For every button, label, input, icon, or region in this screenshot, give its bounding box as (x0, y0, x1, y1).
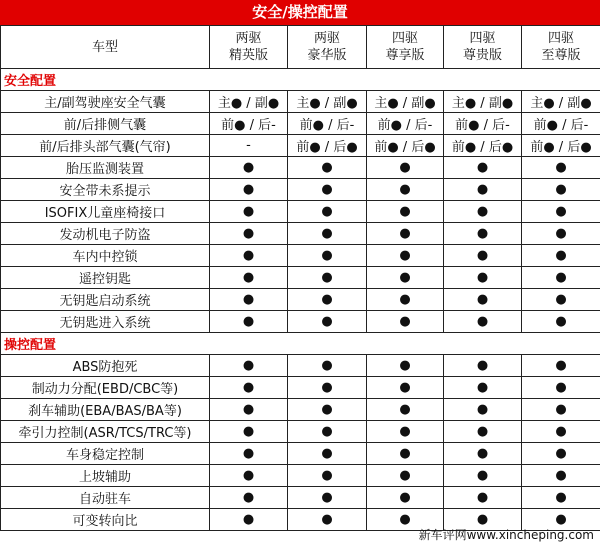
feature-value: ● (367, 421, 444, 443)
feature-value: ● (444, 399, 522, 421)
feature-value: ● (444, 179, 522, 201)
feature-value: ● (288, 355, 367, 377)
feature-value: ● (288, 399, 367, 421)
feature-value: ● (210, 245, 288, 267)
model-drive: 四驱 (547, 31, 574, 46)
model-drive: 两驱 (235, 31, 262, 46)
feature-name: 主/副驾驶座安全气囊 (1, 91, 210, 113)
feature-value: 前● / 后● (367, 135, 444, 157)
spec-table (0, 25, 600, 531)
feature-name: 制动力分配(EBD/CBC等) (1, 377, 210, 399)
model-header (210, 26, 288, 69)
feature-value: 主● / 副● (367, 91, 444, 113)
table-row (1, 91, 600, 113)
feature-name: 牵引力控制(ASR/TCS/TRC等) (1, 421, 210, 443)
feature-value: 主● / 副● (210, 91, 288, 113)
feature-value: ● (444, 223, 522, 245)
feature-value: ● (522, 443, 600, 465)
feature-value: ● (210, 179, 288, 201)
table-row (1, 179, 600, 201)
feature-value: ● (210, 487, 288, 509)
model-header (288, 26, 367, 69)
feature-value: ● (288, 487, 367, 509)
feature-name: 自动驻车 (1, 487, 210, 509)
feature-value: ● (288, 179, 367, 201)
table-row (1, 201, 600, 223)
feature-value: ● (367, 311, 444, 333)
feature-value: ● (210, 465, 288, 487)
feature-value: ● (288, 465, 367, 487)
feature-value: ● (444, 355, 522, 377)
feature-value: 前● / 后● (522, 135, 600, 157)
feature-name: ISOFIX儿童座椅接口 (1, 201, 210, 223)
feature-name: 无钥匙启动系统 (1, 289, 210, 311)
feature-name: 前/后排头部气囊(气帘) (1, 135, 210, 157)
feature-value: ● (210, 223, 288, 245)
feature-value: 前● / 后- (367, 113, 444, 135)
feature-value: ● (444, 465, 522, 487)
feature-value: ● (367, 245, 444, 267)
feature-value: ● (210, 399, 288, 421)
feature-value: ● (522, 355, 600, 377)
feature-name: 遥控钥匙 (1, 267, 210, 289)
feature-value: ● (210, 355, 288, 377)
feature-value: 主● / 副● (444, 91, 522, 113)
model-drive: 两驱 (313, 31, 340, 46)
feature-name: 安全带未系提示 (1, 179, 210, 201)
section-title: 安全配置 (1, 69, 600, 91)
model-header (367, 26, 444, 69)
feature-value: ● (367, 157, 444, 179)
model-trim: 尊享版 (385, 48, 425, 63)
feature-value: ● (210, 201, 288, 223)
table-row (1, 377, 600, 399)
feature-value: ● (444, 377, 522, 399)
feature-value: ● (210, 443, 288, 465)
header-label: 车型 (1, 26, 210, 69)
feature-value: ● (444, 201, 522, 223)
feature-value: ● (522, 487, 600, 509)
feature-value: ● (367, 179, 444, 201)
table-row (1, 311, 600, 333)
feature-value: ● (522, 223, 600, 245)
feature-name: 无钥匙进入系统 (1, 311, 210, 333)
feature-name: 胎压监测装置 (1, 157, 210, 179)
feature-value: ● (367, 465, 444, 487)
feature-value: ● (367, 509, 444, 531)
section-row (1, 69, 600, 91)
feature-value: 前● / 后- (522, 113, 600, 135)
table-row (1, 157, 600, 179)
feature-value: 主● / 副● (288, 91, 367, 113)
feature-value: ● (444, 267, 522, 289)
feature-value: ● (367, 223, 444, 245)
feature-name: 上坡辅助 (1, 465, 210, 487)
table-row (1, 465, 600, 487)
header-row (1, 26, 600, 69)
feature-value: ● (210, 289, 288, 311)
feature-value: ● (367, 289, 444, 311)
feature-value: ● (210, 421, 288, 443)
feature-value: ● (444, 509, 522, 531)
feature-value: ● (288, 509, 367, 531)
feature-name: ABS防抱死 (1, 355, 210, 377)
feature-value: ● (367, 487, 444, 509)
feature-value: ● (210, 157, 288, 179)
feature-value: ● (367, 267, 444, 289)
feature-value: ● (288, 443, 367, 465)
table-row (1, 289, 600, 311)
feature-value: ● (522, 267, 600, 289)
feature-value: 前● / 后- (444, 113, 522, 135)
feature-value: ● (288, 311, 367, 333)
feature-value: ● (444, 245, 522, 267)
feature-value: ● (444, 487, 522, 509)
table-row (1, 113, 600, 135)
feature-value: ● (210, 267, 288, 289)
feature-name: 车身稳定控制 (1, 443, 210, 465)
feature-value: ● (288, 377, 367, 399)
feature-value: ● (522, 377, 600, 399)
model-drive: 四驱 (469, 31, 496, 46)
feature-value: ● (288, 201, 367, 223)
table-row (1, 399, 600, 421)
feature-value: ● (522, 311, 600, 333)
feature-value: 主● / 副● (522, 91, 600, 113)
feature-value: ● (522, 399, 600, 421)
feature-name: 刹车辅助(EBA/BAS/BA等) (1, 399, 210, 421)
table-row (1, 487, 600, 509)
feature-value: 前● / 后- (288, 113, 367, 135)
feature-value: ● (522, 179, 600, 201)
feature-value: ● (288, 267, 367, 289)
feature-name: 前/后排侧气囊 (1, 113, 210, 135)
feature-value: 前● / 后● (444, 135, 522, 157)
table-row (1, 135, 600, 157)
table-row (1, 355, 600, 377)
feature-value: ● (367, 377, 444, 399)
feature-value: ● (367, 443, 444, 465)
model-trim: 精英版 (228, 48, 268, 63)
feature-value: ● (522, 157, 600, 179)
feature-value: ● (210, 377, 288, 399)
feature-value: ● (210, 311, 288, 333)
model-trim: 豪华版 (307, 48, 347, 63)
feature-value: ● (288, 223, 367, 245)
feature-name: 车内中控锁 (1, 245, 210, 267)
section-row (1, 333, 600, 355)
feature-value: 前● / 后- (210, 113, 288, 135)
feature-value: ● (522, 421, 600, 443)
feature-value: ● (288, 289, 367, 311)
feature-value: - (210, 135, 288, 157)
model-header (522, 26, 600, 69)
feature-value: ● (367, 399, 444, 421)
feature-value: ● (522, 245, 600, 267)
page-title: 安全/操控配置 (0, 0, 600, 25)
feature-value: ● (210, 509, 288, 531)
table-row (1, 245, 600, 267)
feature-value: ● (522, 289, 600, 311)
feature-value: ● (367, 201, 444, 223)
feature-value: ● (444, 157, 522, 179)
table-row (1, 223, 600, 245)
feature-value: ● (288, 157, 367, 179)
feature-value: ● (444, 421, 522, 443)
table-row (1, 443, 600, 465)
feature-name: 发动机电子防盗 (1, 223, 210, 245)
feature-value: 前● / 后● (288, 135, 367, 157)
feature-name: 可变转向比 (1, 509, 210, 531)
feature-value: ● (444, 289, 522, 311)
spec-table-body (1, 26, 600, 531)
feature-value: ● (522, 465, 600, 487)
model-trim: 至尊版 (541, 48, 581, 63)
model-drive: 四驱 (391, 31, 418, 46)
feature-value: ● (444, 443, 522, 465)
feature-value: ● (522, 509, 600, 531)
section-title: 操控配置 (1, 333, 600, 355)
feature-value: ● (444, 311, 522, 333)
watermark: 新车评网www.xincheping.com (418, 528, 594, 542)
model-header (444, 26, 522, 69)
table-row (1, 421, 600, 443)
feature-value: ● (288, 421, 367, 443)
model-trim: 尊贵版 (462, 48, 502, 63)
feature-value: ● (522, 201, 600, 223)
table-row (1, 267, 600, 289)
feature-value: ● (288, 245, 367, 267)
feature-value: ● (367, 355, 444, 377)
